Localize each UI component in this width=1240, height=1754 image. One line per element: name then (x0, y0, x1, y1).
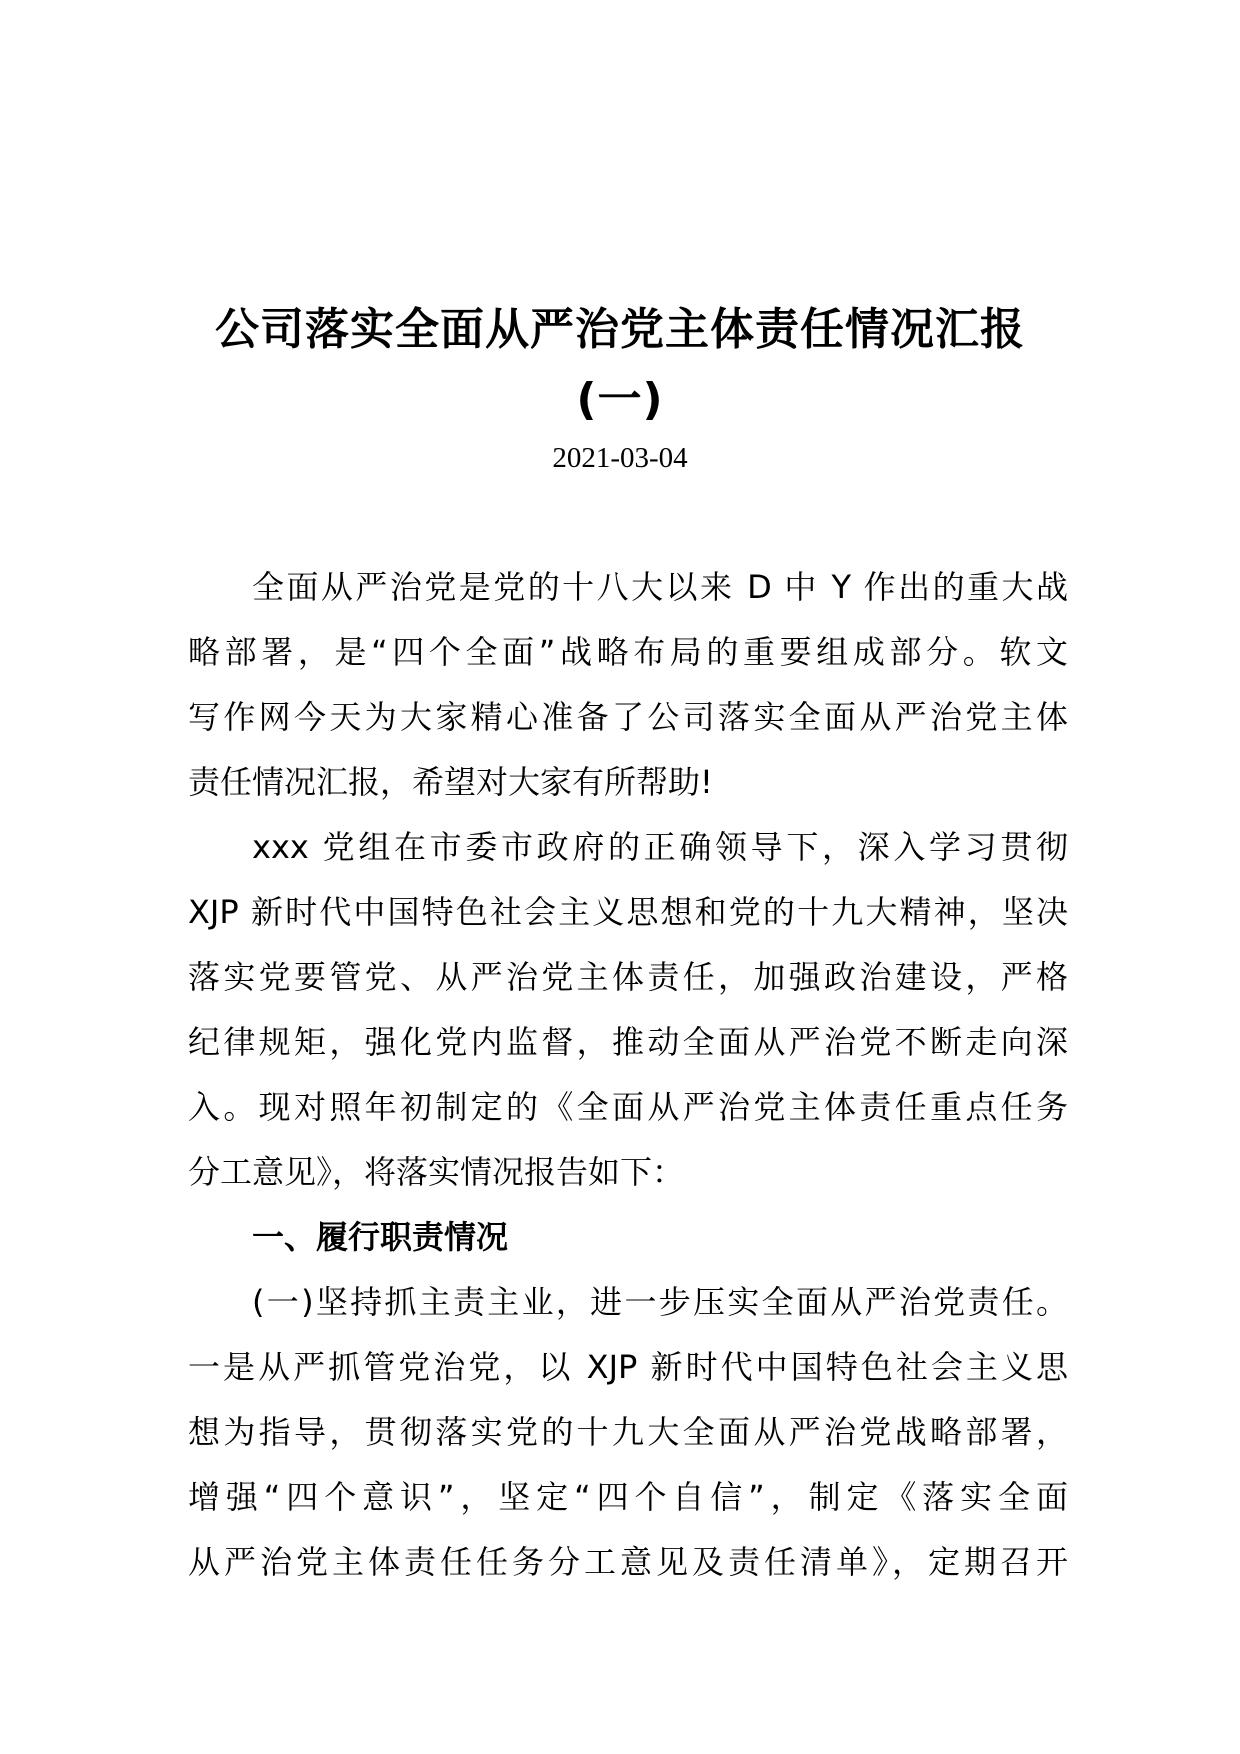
body-text-line: 纪律规矩，强化党内监督，推动全面从严治党不断走向深 (188, 1023, 1068, 1061)
body-text-line: 想为指导，贯彻落实党的十九大全面从严治党战略部署， (188, 1413, 1068, 1451)
document-title-number: (一) (576, 374, 664, 425)
body-text-line: 入。现对照年初制定的《全面从严治党主体责任重点任务 (188, 1088, 1068, 1126)
body-text-line: 增强“四个意识”，坚定“四个自信”，制定《落实全面 (188, 1478, 1068, 1516)
body-text-line: (一)坚持抓主责主业，进一步压实全面从严治党责任。 (252, 1283, 1068, 1321)
body-text-line: 分工意见》，将落实情况报告如下： (188, 1153, 685, 1191)
body-text-line: 落实党要管党、从严治党主体责任，加强政治建设，严格 (188, 958, 1068, 996)
document-date: 2021-03-04 (552, 442, 688, 474)
body-text-line: 责任情况汇报，希望对大家有所帮助! (188, 763, 713, 801)
document-title: 公司落实全面从严治党主体责任情况汇报 (215, 304, 1025, 355)
body-text-line: XJP 新时代中国特色社会主义思想和党的十九大精神，坚决 (188, 893, 1068, 931)
body-text-line: 略部署，是“四个全面”战略布局的重要组成部分。软文 (188, 633, 1068, 671)
body-text-line: 写作网今天为大家精心准备了公司落实全面从严治党主体 (188, 698, 1068, 736)
body-text-line: 一是从严抓管党治党，以 XJP 新时代中国特色社会主义思 (188, 1348, 1068, 1386)
body-text-line: 从严治党主体责任任务分工意见及责任清单》，定期召开 (188, 1543, 1068, 1581)
body-text-line: xxx 党组在市委市政府的正确领导下，深入学习贯彻 (252, 828, 1068, 866)
body-text-line: 全面从严治党是党的十八大以来 D 中 Y 作出的重大战 (252, 568, 1068, 606)
document-body (188, 555, 1068, 1595)
section-heading: 一、履行职责情况 (252, 1218, 509, 1256)
